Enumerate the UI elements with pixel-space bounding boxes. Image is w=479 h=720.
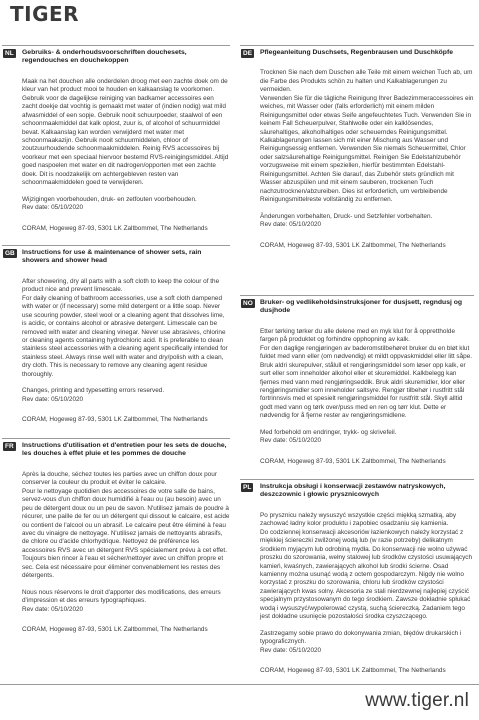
section-address-nl: CORAM, Hogeweg 87-93, 5301 LK Zaltbommel, The Netherlands [22,224,208,232]
section-fr [2,438,230,710]
section-de [240,45,474,295]
language-badge-fr: FR [5,443,14,450]
section-title-de: Pflegeanleitung Duschsets, Regenbrausen und Duschköpfe [260,49,453,56]
language-badge-pl: PL [243,484,252,491]
left-column [2,45,230,710]
section-gb [2,245,230,438]
section-note-de: Änderungen vorbehalten, Druck- und Setzfehler vorbehalten. Rev date: 05/10/2020 [260,212,433,229]
section-address-gb: CORAM, Hogeweg 87-93, 5301 LK Zaltbommel, The Netherlands [22,416,208,424]
section-body-de: Trocknen Sie nach dem Duschen alle Teile mit einem weichen Tuch ab, um die Farbe des Produkts schön zu halten und Kalkablagerungen zu vermeiden. Verwenden Sie für die tägliche Reinigung Ihrer Badezimmeraccessoires ein weiches, mit Wasser oder (falls erforderlich) mit einem milden Reinigungsmittel oder etwas Seife angefeuchtetes Tuch. Verwenden Sie in keinem Fall Scheuerpulver, Stahlwolle oder ein kalklösendes, säurehaltiges, alkoholhaltiges oder scheuerndes Reinigungsmittel. Kalkablagerungen lassen sich mit einer Mischung aus Wasser und Reinigungsessig entfernen. Verwenden Sie niemals Scheuermittel, Chlor oder salzsäurehaltige Reinigungsmittel. Reinigen Sie Edelstahlzubehör vorzugsweise mit einem speziellen, hierfür bestimmten Edelstahl-Reinigungsmittel. Achten Sie darauf, das Zubehör stets gründlich mit Wasser abzuspülen und mit einem sauberen, trockenen Tuch nachzutrocknen/abzureiben. Dies ist erforderlich, um verbleibende Reinigungsmittelreste vollständig zu entfernen. [260,69,474,204]
section-address-fr: CORAM, Hogeweg 87-93, 5301 LK Zaltbommel, The Netherlands [22,626,208,634]
right-column [240,45,474,709]
section-note-nl: Wijzigingen voorbehouden, druk- en zetfouten voorbehouden. Rev date: 05/10/2020 [22,195,197,212]
section-body-pl: Po prysznicu należy wysuszyć wszystkie części miękką szmatką, aby zachować ładny kolor produktu i zapobiec osadzaniu się kamienia. Do codziennej konserwacji akcesoriów łazienkowych należy korzystać z miękkiej ściereczki zwilżonej wodą lub (w razie potrzeby) delikatnym środkiem myjącym lub odrobiną mydła. Do konserwacji nie wolno używać proszku do szorowania, wełny stalowej lub środków czystości usuwających kamień, kwaśnych, zawierających alkohol lub środki ścierne. Osad kamienny można usunąć wodą z octem gospodarczym. Nigdy nie wolno korzystać z proszku do szorowania, chloru lub środków czystości zawierających kwas solny. Akcesoria ze stali nierdzewnej najlepiej czyścić specjalnym przystosowanym do tego środkiem. Zawsze dokładnie spłukać wodą i wysuszyć/wypolerować czystą, suchą ściereczką. Zadaniem tego jest dokładne usunięcie pozostałości środka czyszczącego. [260,511,473,621]
section-nl [2,45,230,245]
language-badge-gb: GB [5,250,15,257]
brand-logo: TIGER [10,2,80,26]
section-pl [240,479,474,709]
section-note-gb: Changes, printing and typesetting errors reserved. Rev date: 05/10/2020 [22,387,165,403]
section-note-no: Med forbehold om endringer, trykk- og skrivefeil. Rev date: 05/10/2020 [260,428,397,445]
website-url: www.tiger.nl [365,690,469,711]
section-body-fr: Après la douche, séchez toutes les parties avec un chiffon doux pour conserver la couleur du produit et éviter le calcaire. Pour le nettoyage quotidien des accessoires de votre salle de bains, servez-vous d'un chiffon doux humidifié à l'eau ou (au besoin) avec un peu de détergent doux ou un peu de savon. N'utilisez jamais de poudre à récurer, une paille de fer ou un détergent qui dissout le calcaire, est acide ou contient de l'alcool ou un abrasif. Le calcaire peut être éliminé à l'eau avec du vinaigre de nettoyage. N'utilisez jamais de nettoyants abrasifs, de chlore ou d'acide chlorhydrique. Nettoyez de préférence les accessoires RVS avec un détergent RVS spécialement prévu à cet effet. Toujours bien rincer à l'eau et sécher/nettoyer avec un chiffon propre et sec. Cela est nécessaire pour éliminer convenablement les restes des détergents. [22,470,230,580]
language-badge-nl: NL [5,50,14,57]
section-title-nl: Gebruiks- & onderhoudsvoorschriften douchesets, regendouches en douchekoppen [22,49,187,65]
section-address-no: CORAM, Hogeweg 87-93, 5301 LK Zaltbommel, The Netherlands [260,457,446,465]
section-title-gb: Instructions for use & maintenance of shower sets, rain showers and shower head [22,249,202,265]
section-body-no: Etter tørking tørker du alle delene med en myk klut for å opprettholde fargen på produktet og forhindre opphopning av kalk. For den daglige rengjøringen av baderomstilbehøret bruker du en bløt klut fuktet med vann eller (om nødvendig) et mildt oppvaskmiddel eller litt såpe. Bruk aldri skurepulver, stålull et rengjøringsmiddel som løser opp kalk, er surt eller som inneholder alkohol eller et skuremiddel. Kalkbelegg kan fjernes med vann med rengjøringseddik. Bruk aldri skuremidler, klor eller rengjøringsmidler som inneholder saltsyre. Rengjør tilbehør i rustfritt stål fortrinnsvis med et spesielt rengjøringsmiddel for rustfritt stål. Skyll alltid godt med vann og tørk over/puss med en ren og tørr klut. Dette er nødvendig for å fjerne rester av rengjøringsmidlene. [260,327,473,420]
section-address-pl: CORAM, Hogeweg 87-93, 5301 LK Zaltbommel, The Netherlands [260,667,446,675]
section-note-pl: Zastrzegamy sobie prawo do dokonywania zmian, błędów drukarskich i typograficznych. Rev date: 05/10/2020 [260,629,462,654]
language-badge-no: NO [243,300,253,307]
section-body-gb: After showering, dry all parts with a soft cloth to keep the colour of the product nice and prevent limescale. For daily cleaning of bathroom accessories, use a soft cloth dampened with water or (if necessary) some mild detergent or a little soap. Never use scouring powder, steel wool or a cleaning agent that dissolves lime, is acidic, or contains alcohol or abrasive detergent. Limescale can be removed with water and cleaning vinegar. Never use abrasives, chlorine or cleaning agents containing hydrochloric acid. It is preferable to clean stainless steel accessories with a cleaning agent specifically intended for stainless steel. Always rinse well with water and dry/polish with a clean, dry cloth. This is necessary to remove any cleaning agent residue thoroughly. [22,277,228,378]
section-no [240,295,474,479]
language-badge-de: DE [243,50,253,57]
section-title-fr: Instructions d'utilisation et d'entretien pour les sets de douche, les douches à effet pluie et les pommes de douche [22,442,227,458]
section-note-fr: Nous nous réservons le droit d'apporter des modifications, des erreurs d'impression et des erreurs typographiques. Rev date: 05/10/2020 [22,588,221,613]
section-title-pl: Instrukcja obsługi i konserwacji zestawów natryskowych, deszczownic i głowic prysznicowych [260,483,446,499]
section-body-nl: Maak na het douchen alle onderdelen droog met een zachte doek om de kleur van het product mooi te houden en kalkaanslag te voorkomen. Gebruik voor de dagelijkse reiniging van badkamer accessoires een zacht doekje dat vochtig is gemaakt met water of (indien nodig) wat mild afwasmiddel of een sopje. Gebruik nooit schuurpoeder, staalwol of een schoonmaakmiddel dat kalk oplost, zuur is, of alcohol of schuurmiddel bevat. Kalkaanslag kan worden verwijderd met water met schoonmaakazijn. Gebruik nooit schuurmiddelen, chloor of zoutzuurhoudende schoonmaakmiddelen. Reinig RVS accessoires bij voorkeur met een speciaal hiervoor bestemd RVS-reinigingsmiddel. Altijd goed naspoelen met water en dit nadrogen/opporten met een zachte doek. Dit is noodzakelijk om achtergebleven resten van schoonmaakmiddelen goed te verwijderen. [22,77,229,187]
page-footer [0,684,479,720]
section-title-no: Bruker- og vedlikeholdsinstruksjoner for dusjsett, regndusj og dusjhode [260,299,463,315]
section-address-de: CORAM, Hogeweg 87-93, 5301 LK Zaltbommel, The Netherlands [260,241,446,249]
